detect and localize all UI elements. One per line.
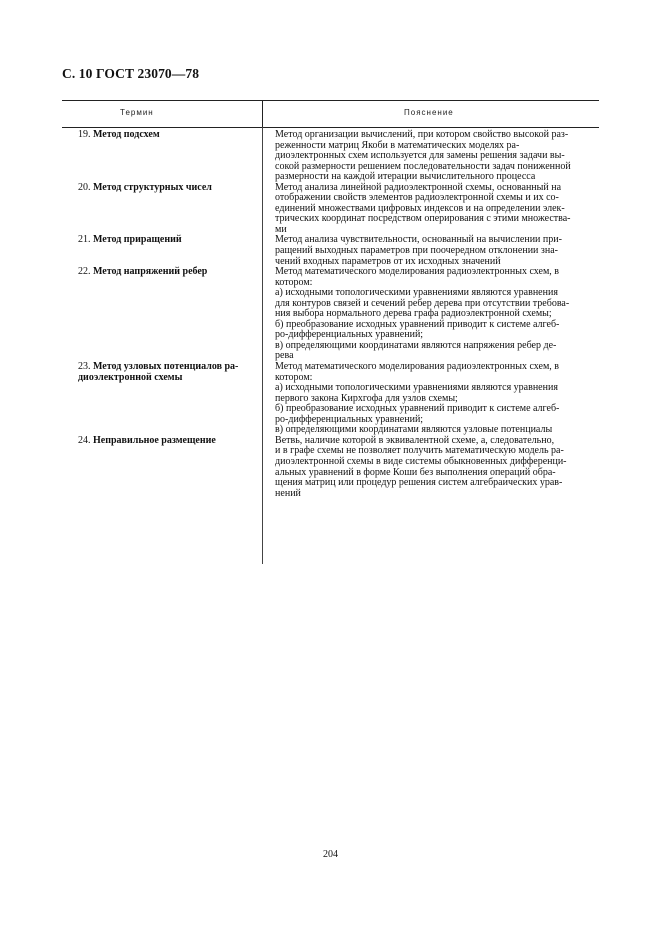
table-row	[62, 183, 599, 236]
explanation-line: б) преобразование исходных уравнений приводит к системе алгеб-	[275, 318, 560, 330]
explanation-line: первого закона Кирхгофа для узлов схемы;	[275, 392, 458, 404]
explanation-line: Ветвь, наличие которой в эквивалентной схеме, а, следовательно,	[275, 434, 555, 446]
explanation-line: единений множествами цифровых индексов и на определении элек-	[275, 202, 565, 214]
explanation-line: ращений выходных параметров при поочередном отклонении зна-	[275, 245, 558, 257]
explanation-cell	[275, 235, 599, 267]
explanation-line: нений	[275, 487, 301, 499]
term-number: 24.	[78, 434, 91, 446]
term-name: Метод напряжений ребер	[93, 266, 208, 278]
explanation-line: трических координат посредством оперирования с этими множества-	[275, 213, 571, 225]
explanation-line: щения матриц или процедур решения систем алгебраических урав-	[275, 477, 563, 489]
table-row	[62, 436, 599, 499]
term-name: Метод узловых потенциалов ра-	[93, 361, 239, 373]
term-cell	[62, 183, 266, 236]
term-name: Метод приращений	[93, 234, 182, 246]
column-header-divider	[262, 101, 263, 127]
term-table-body	[62, 130, 599, 499]
term-cell	[62, 235, 266, 267]
explanation-cell	[275, 436, 599, 499]
explanation-cell	[275, 362, 599, 436]
table-header	[62, 100, 599, 128]
page-header: С. 10 ГОСТ 23070—78	[62, 66, 200, 81]
term-cell	[62, 130, 266, 183]
term-number: 21.	[78, 234, 91, 246]
term-cell	[62, 362, 266, 436]
explanation-line: диоэлектронной схемы в виде системы обыкновенных дифференци-	[275, 455, 567, 467]
explanation-line: в) определяющими координатами являются узловые потенциалы	[275, 424, 553, 436]
explanation-line: чений входных параметров от их исходных значений	[275, 255, 501, 267]
table-row	[62, 235, 599, 267]
term-name: Метод подсхем	[93, 129, 160, 140]
table-row	[62, 362, 599, 436]
term-name: Метод структурных чисел	[93, 181, 212, 193]
table-row	[62, 130, 599, 183]
explanation-line: Метод анализа линейной радиоэлектронной схемы, основанный на	[275, 181, 562, 193]
explanation-line: а) исходными топологическими уравнениями являются уравнения	[275, 287, 558, 299]
explanation-line: в) определяющими координатами являются напряжения ребер де-	[275, 339, 557, 351]
explanation-cell	[275, 267, 599, 362]
explanation-line: Метод математического моделирования радиоэлектронных схем, в	[275, 266, 560, 278]
term-name: Неправильное размещение	[93, 434, 216, 446]
term-cell	[62, 267, 266, 362]
explanation-line: ния выбора нормального дерева графа радиоэлектронной схемы;	[275, 308, 552, 320]
explanation-line: котором:	[275, 276, 313, 288]
term-number: 20.	[78, 181, 91, 193]
explanation-line: рева	[275, 350, 294, 362]
term-cell	[62, 436, 266, 499]
explanation-line: Метод анализа чувствительности, основанный на вычислении при-	[275, 234, 562, 246]
explanation-line: ро-дифференциальных уравнений;	[275, 329, 424, 341]
explanation-line: ми	[275, 223, 287, 235]
explanation-line: котором:	[275, 371, 313, 383]
explanation-line: и в графе схемы не позволяет получить математическую модель ра-	[275, 445, 564, 457]
explanation-line: а) исходными топологическими уравнениями являются уравнения	[275, 382, 558, 394]
page-number: 204	[323, 849, 338, 860]
explanation-line: Метод математического моделирования радиоэлектронных схем, в	[275, 361, 560, 373]
explanation-line: размерности на каждой итерации вычислительного процесса	[275, 171, 536, 183]
term-number: 19.	[78, 129, 91, 140]
explanation-line: реженности матриц Якоби в математических моделях ра-	[275, 139, 520, 151]
explanation-line: для контуров связей и сечений ребер дерева при отсутствии требова-	[275, 297, 570, 309]
column-header-explanation: Пояснение	[404, 108, 454, 117]
explanation-line: отображении свойств элементов радиоэлектронной схемы и их со-	[275, 192, 559, 204]
explanation-line: сокой размерности решением последовательности задач пониженной	[275, 160, 571, 172]
explanation-cell	[275, 183, 599, 236]
explanation-line: б) преобразование исходных уравнений приводит к системе алгеб-	[275, 403, 560, 415]
explanation-line: альных уравнений в форме Коши без выполнения операций обра-	[275, 466, 556, 478]
explanation-cell	[275, 130, 599, 183]
explanation-line: диоэлектронных схем используется для замены решения задачи вы-	[275, 150, 565, 162]
column-header-term: Термин	[120, 108, 154, 117]
table-row	[62, 267, 599, 362]
term-number: 22.	[78, 266, 91, 278]
term-name-continuation: диоэлектронной схемы	[78, 371, 183, 383]
explanation-line: Метод организации вычислений, при котором свойство высокой раз-	[275, 129, 569, 140]
explanation-line: ро-дифференциальных уравнений;	[275, 413, 424, 425]
term-number: 23.	[78, 361, 91, 373]
